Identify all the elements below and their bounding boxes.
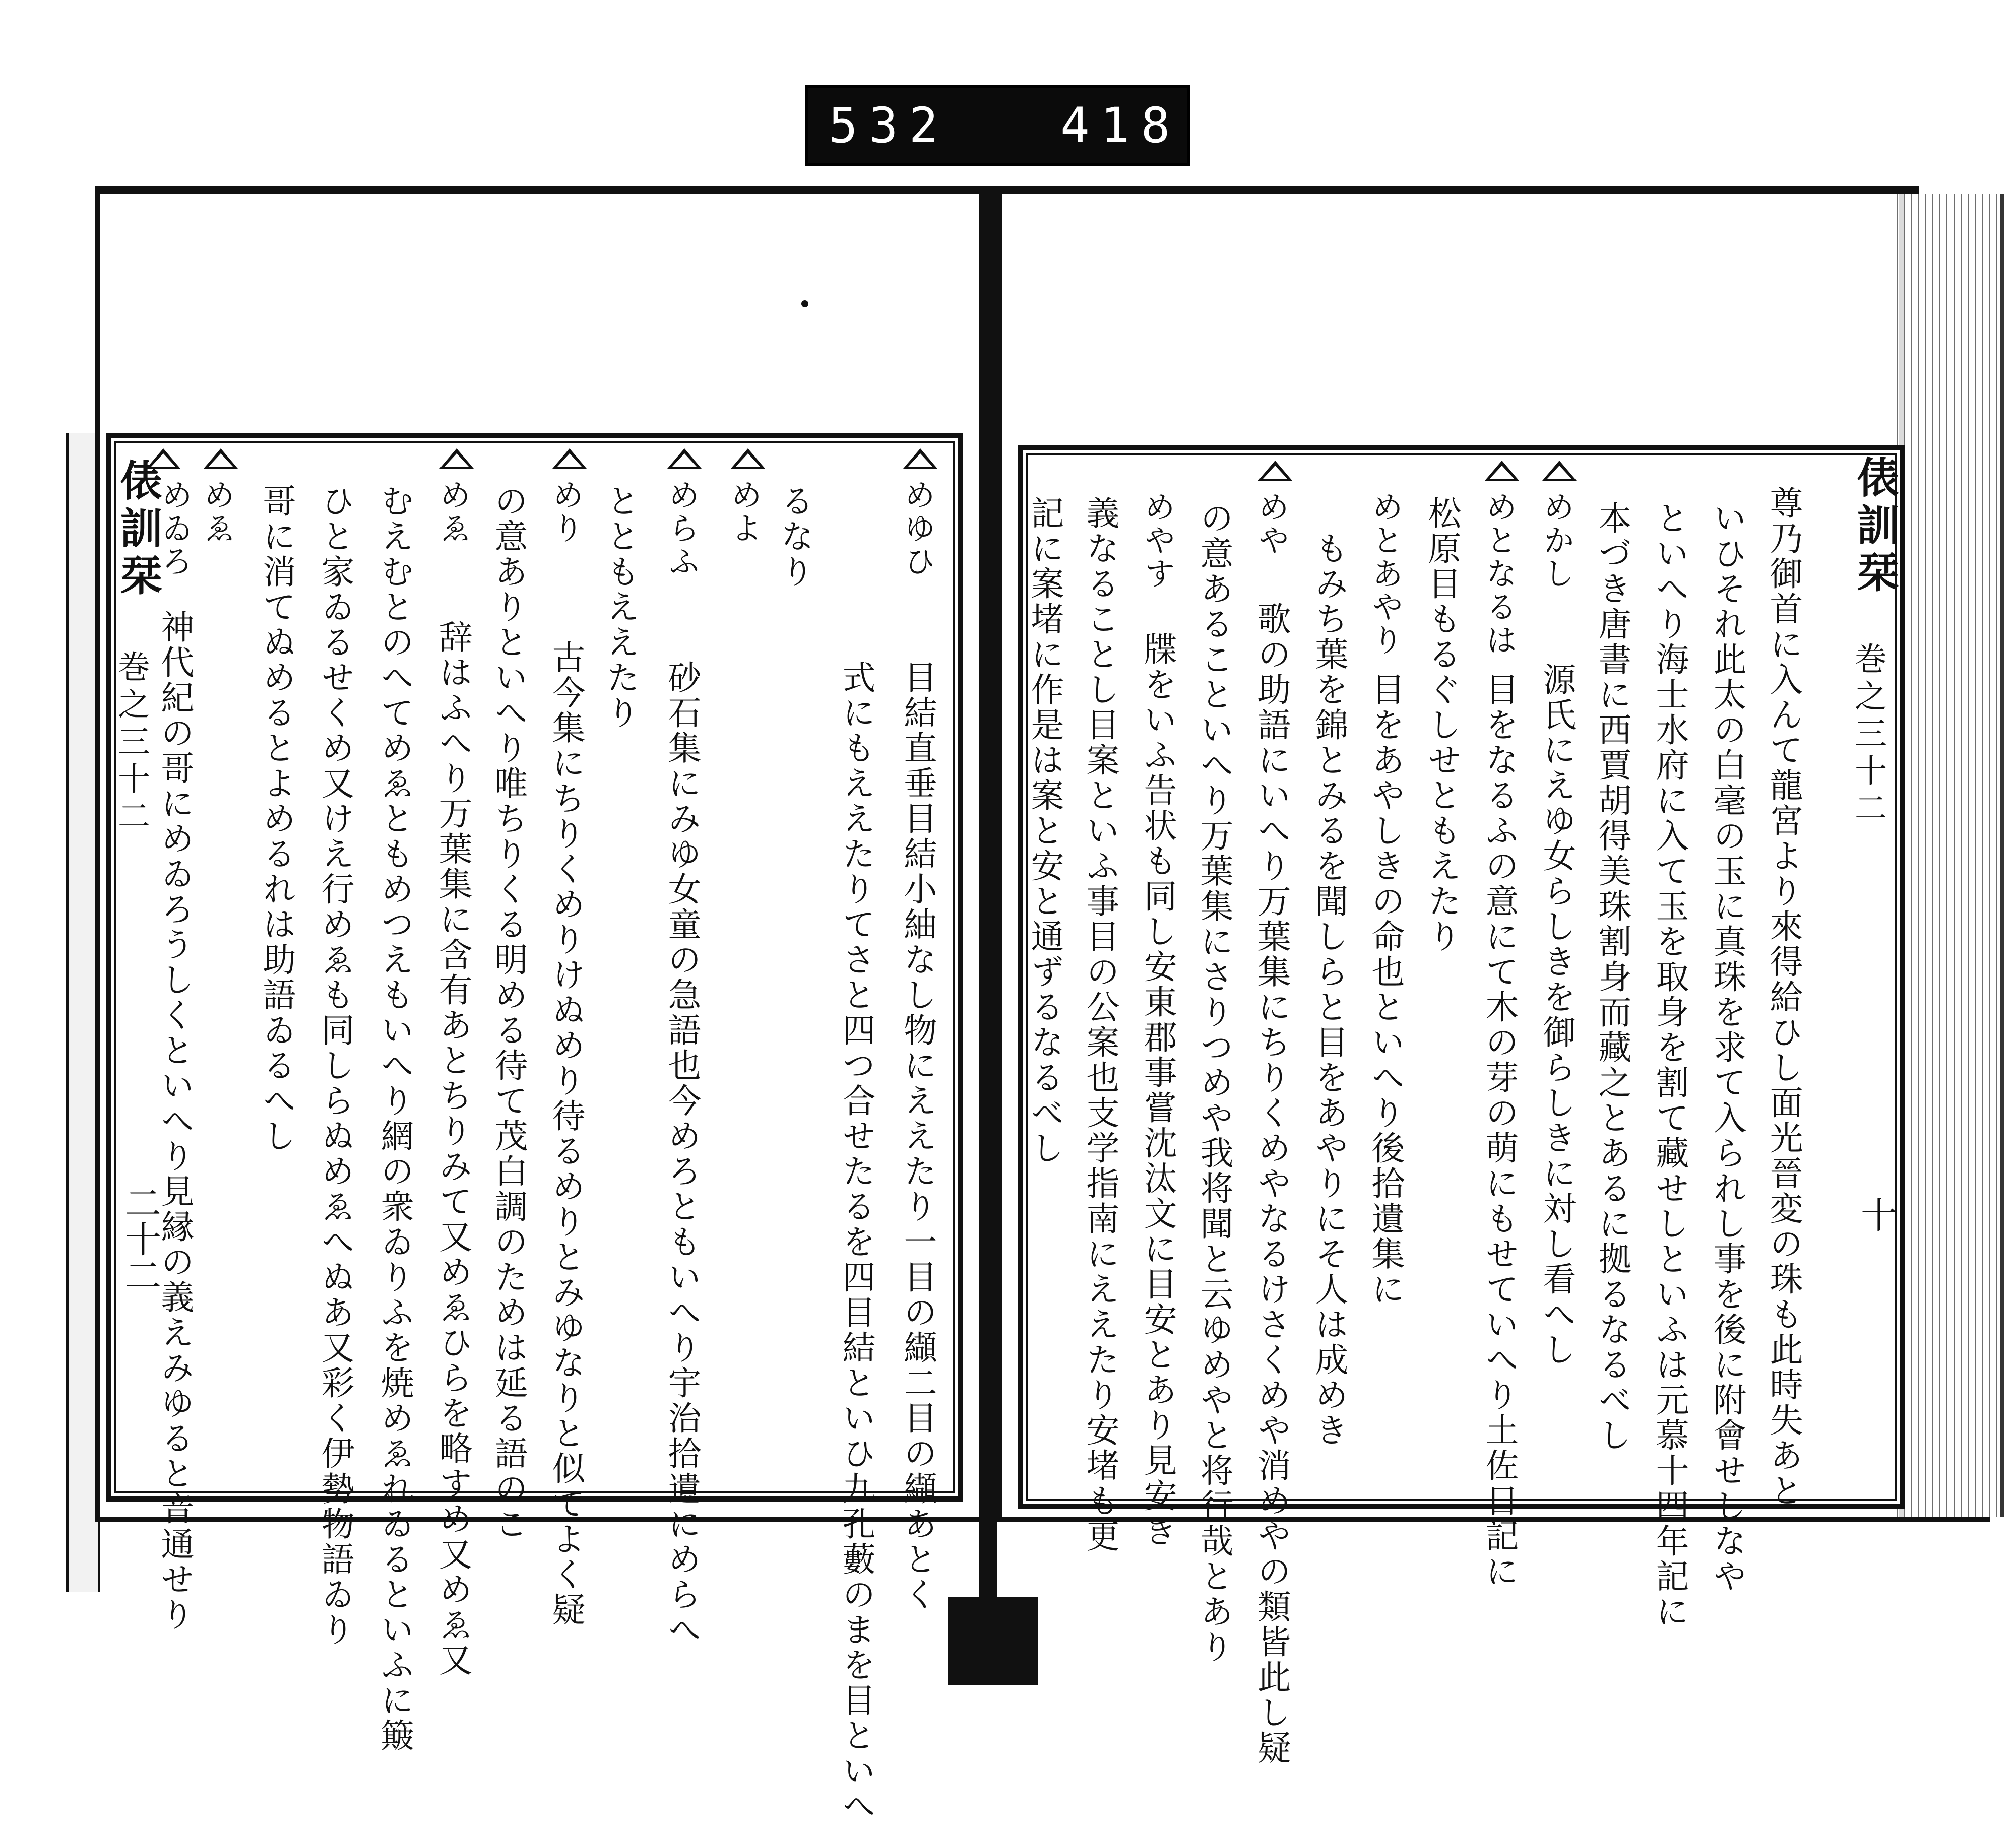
text-column: 目をあやしきの命也といへり後拾遺集に [1366, 672, 1405, 1307]
text-column: 式にもええたりてさと四つ合せたるを四目結といひ九孔藪のまを目といへ [837, 660, 875, 1824]
entry-head: めゆひ [899, 479, 936, 578]
entry-marker [667, 448, 702, 469]
text-column: 古今集にちりくめりけぬめり待るめりとみゆなりと似てよく疑 [546, 640, 585, 1627]
entry-marker [204, 448, 238, 469]
left-text-frame [106, 433, 963, 1824]
text-column: 歌の助語にいへり万葉集にちりくめやなるけさくめや消めやの類皆此し疑 [1252, 602, 1291, 1766]
text-column: 哥に消てぬめるとよめるれは助語ゐるへし [257, 484, 296, 1154]
entry-marker [731, 448, 765, 469]
entry-head: めり [547, 479, 584, 545]
text-column: いひそれ此太の白毫の玉に真珠を求て入られし事を後に附會せしなや [1708, 501, 1746, 1594]
right-side-volume: 巻之三十二 [1849, 642, 1886, 828]
gutter-shadow [948, 1597, 1038, 1685]
book-gutter [979, 191, 997, 1633]
text-column: 砂石集にみゆ女童の急語也今めろともいへり宇治拾遺にめらへ [662, 660, 701, 1648]
right-leaf-number: 十 [1855, 1196, 1897, 1232]
entry-head: めらふ [663, 479, 700, 578]
archive-label-left-number: 532 [829, 97, 950, 154]
entry-marker [552, 448, 587, 469]
text-column: もみち葉を錦とみるを聞しらと目をあやりにそ人は成めき [1309, 531, 1348, 1448]
archive-label [805, 85, 1222, 166]
entry-head: めゑ [434, 479, 471, 545]
text-column: の意ありといへり唯ちりくる明める待て茂白調のためは延る語のこ [489, 484, 528, 1542]
ink-spot [801, 300, 808, 307]
left-leaf-number: 二十二 [119, 1184, 161, 1293]
text-column: むえむとのへてめゑともめつえもいへり網の衆ゐりふを焼めゑれゐるといふに簸 [375, 484, 414, 1753]
text-column: 義なることし目案といふ事目の公案也支学指南にええたり安堵も更 [1081, 496, 1119, 1554]
entry-head: めとなるは [1481, 491, 1518, 657]
entry-head: めゑ [199, 479, 235, 545]
entry-head: めとあやり [1367, 491, 1404, 657]
entry-marker [1485, 461, 1519, 481]
text-column: ひと家ゐるせくめ又けえ行めゑも同しらぬめゑへぬあ又彩く伊勢物語ゐり [316, 484, 354, 1648]
entry-marker [1258, 461, 1292, 481]
left-side-title: 俵訓栞 [113, 459, 163, 601]
text-column: 記に案堵に作是は案と安と通ずるなるべし [1025, 496, 1064, 1166]
entry-head: めよ [726, 479, 763, 545]
text-column: といへり海士水府に入て玉を取身を割て藏せしといふは元慕十四年記に [1650, 501, 1689, 1630]
left-side-volume: 巻之三十二 [112, 650, 150, 836]
right-text-frame [1018, 445, 1905, 1766]
text-column: 目をなるふの意にて木の芽の萌にもせていへり土佐日記に [1480, 672, 1519, 1589]
text-column: 尊乃御首に入んて龍宮より來得給ひし面光晉変の珠も此時失あと [1764, 486, 1803, 1509]
text-column: 源氏にえゆ女らしきを御らしきに対し看へし [1537, 662, 1576, 1367]
entry-marker [439, 448, 474, 469]
text-column: とともええたり [601, 484, 640, 731]
text-column: 本づき唐書に西賈胡得美珠割身而藏之とあるに拠るなるべし [1593, 501, 1631, 1453]
entry-head: めやす [1139, 491, 1176, 591]
entry-head: めや [1253, 491, 1290, 557]
entry-marker [146, 448, 180, 469]
text-column: 松原目もるぐしせともえたり [1422, 496, 1461, 954]
page-fore-edge [1894, 194, 2004, 1517]
text-column: 目結直垂目結小紬なし物にええたり一目の纈二目の纈あとく [898, 660, 937, 1612]
text-column: 神代紀の哥にめゐろうしくといへり見縁の義えみゆると音通せり [155, 610, 194, 1633]
entry-head: めかし [1538, 491, 1575, 591]
text-column: 牒をいふ告状も同し安東郡事嘗沈汰文に目安とあり見安き [1138, 632, 1177, 1549]
book-top-edge [95, 186, 1919, 194]
text-column: の意あることいへり万葉集にさりつめや我将聞と云ゆめやと将行哉とあり [1194, 501, 1233, 1665]
text-column: 辞はふへり万葉集に含有あとちりみて又めゑひらを略すめ又めゑ又 [433, 620, 472, 1678]
text-column: るなり [775, 484, 814, 590]
entry-head: めゐろ [156, 479, 193, 578]
entry-marker [903, 448, 937, 469]
archive-label-right-number: 418. [1060, 97, 1222, 154]
right-side-title: 俵訓栞 [1850, 455, 1900, 598]
entry-marker [1542, 461, 1577, 481]
